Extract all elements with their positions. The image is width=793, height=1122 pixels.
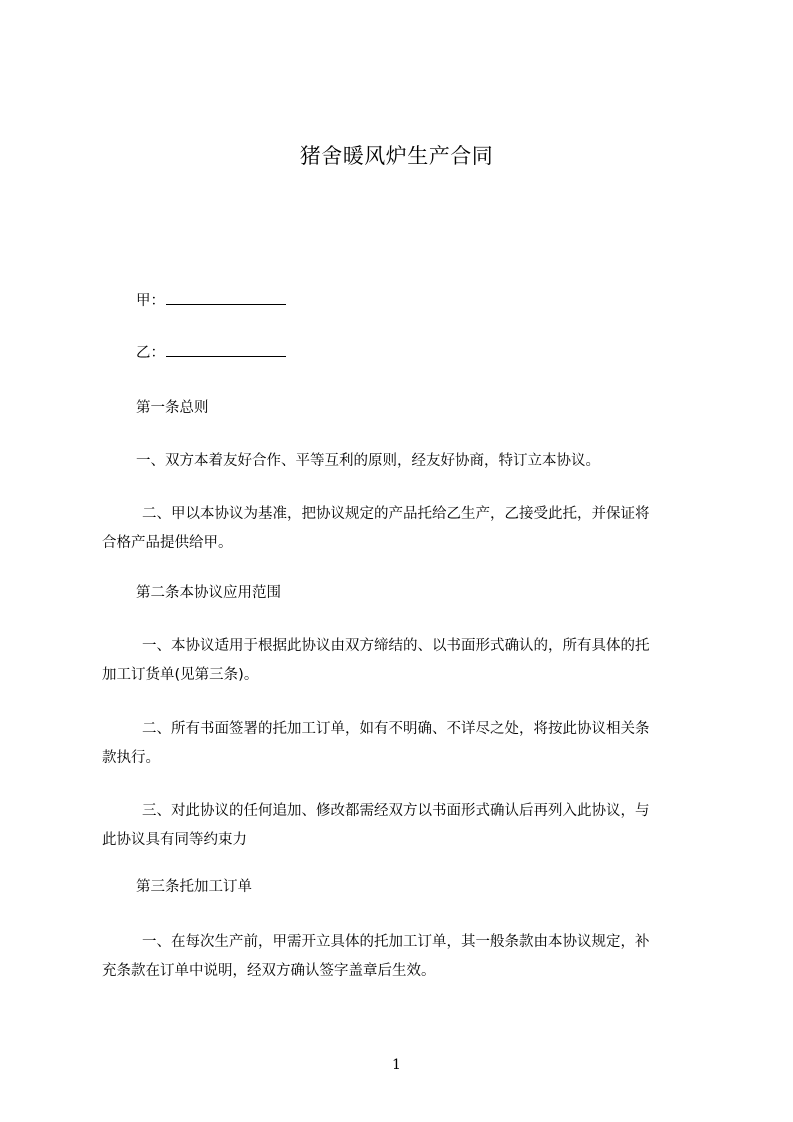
clause-line: 款执行。 — [102, 750, 160, 766]
party-a-blank — [166, 292, 286, 305]
page-number: 1 — [392, 1057, 401, 1073]
clause-line: 合格产品提供给甲。 — [102, 535, 233, 551]
section-heading: 第三条托加工订单 — [136, 879, 252, 895]
clause-line: 一、在每次生产前，甲需开立具体的托加工订单，其一般条款由本协议规定，补 — [142, 934, 650, 950]
clause-line: 一、双方本着友好合作、平等互利的原则，经友好协商，特订立本协议。 — [136, 453, 600, 469]
clause-line: 加工订货单(见第三条)。 — [102, 667, 259, 683]
clause-paragraph — [102, 928, 707, 986]
party-a-line — [136, 291, 286, 311]
section-heading: 第一条总则 — [136, 400, 209, 416]
document-title: 猪舍暖风炉生产合同 — [299, 144, 494, 168]
clause-line: 充条款在订单中说明，经双方确认签字盖章后生效。 — [102, 963, 436, 979]
party-b-label: 乙： — [136, 345, 165, 361]
section-heading: 第二条本协议应用范围 — [136, 585, 281, 601]
clause-paragraph — [102, 797, 707, 855]
clause-line: 二、所有书面签署的托加工订单，如有不明确、不详尽之处，将按此协议相关条 — [142, 721, 650, 737]
party-a-label: 甲： — [136, 293, 165, 309]
party-b-line — [136, 343, 286, 363]
party-b-blank — [166, 344, 286, 357]
clause-paragraph — [102, 715, 707, 773]
clause-paragraph — [136, 447, 701, 476]
clause-line: 二、甲以本协议为基准，把协议规定的产品托给乙生产，乙接受此托，并保证将 — [142, 506, 650, 522]
clause-line: 三、对此协议的任何追加、修改都需经双方以书面形式确认后再列入此协议，与 — [142, 803, 650, 819]
clause-line: 一、本协议适用于根据此协议由双方缔结的、以书面形式确认的，所有具体的托 — [142, 638, 650, 654]
clause-line: 此协议具有同等约束力 — [102, 832, 247, 848]
clause-paragraph — [102, 632, 707, 690]
clause-paragraph — [102, 500, 707, 558]
